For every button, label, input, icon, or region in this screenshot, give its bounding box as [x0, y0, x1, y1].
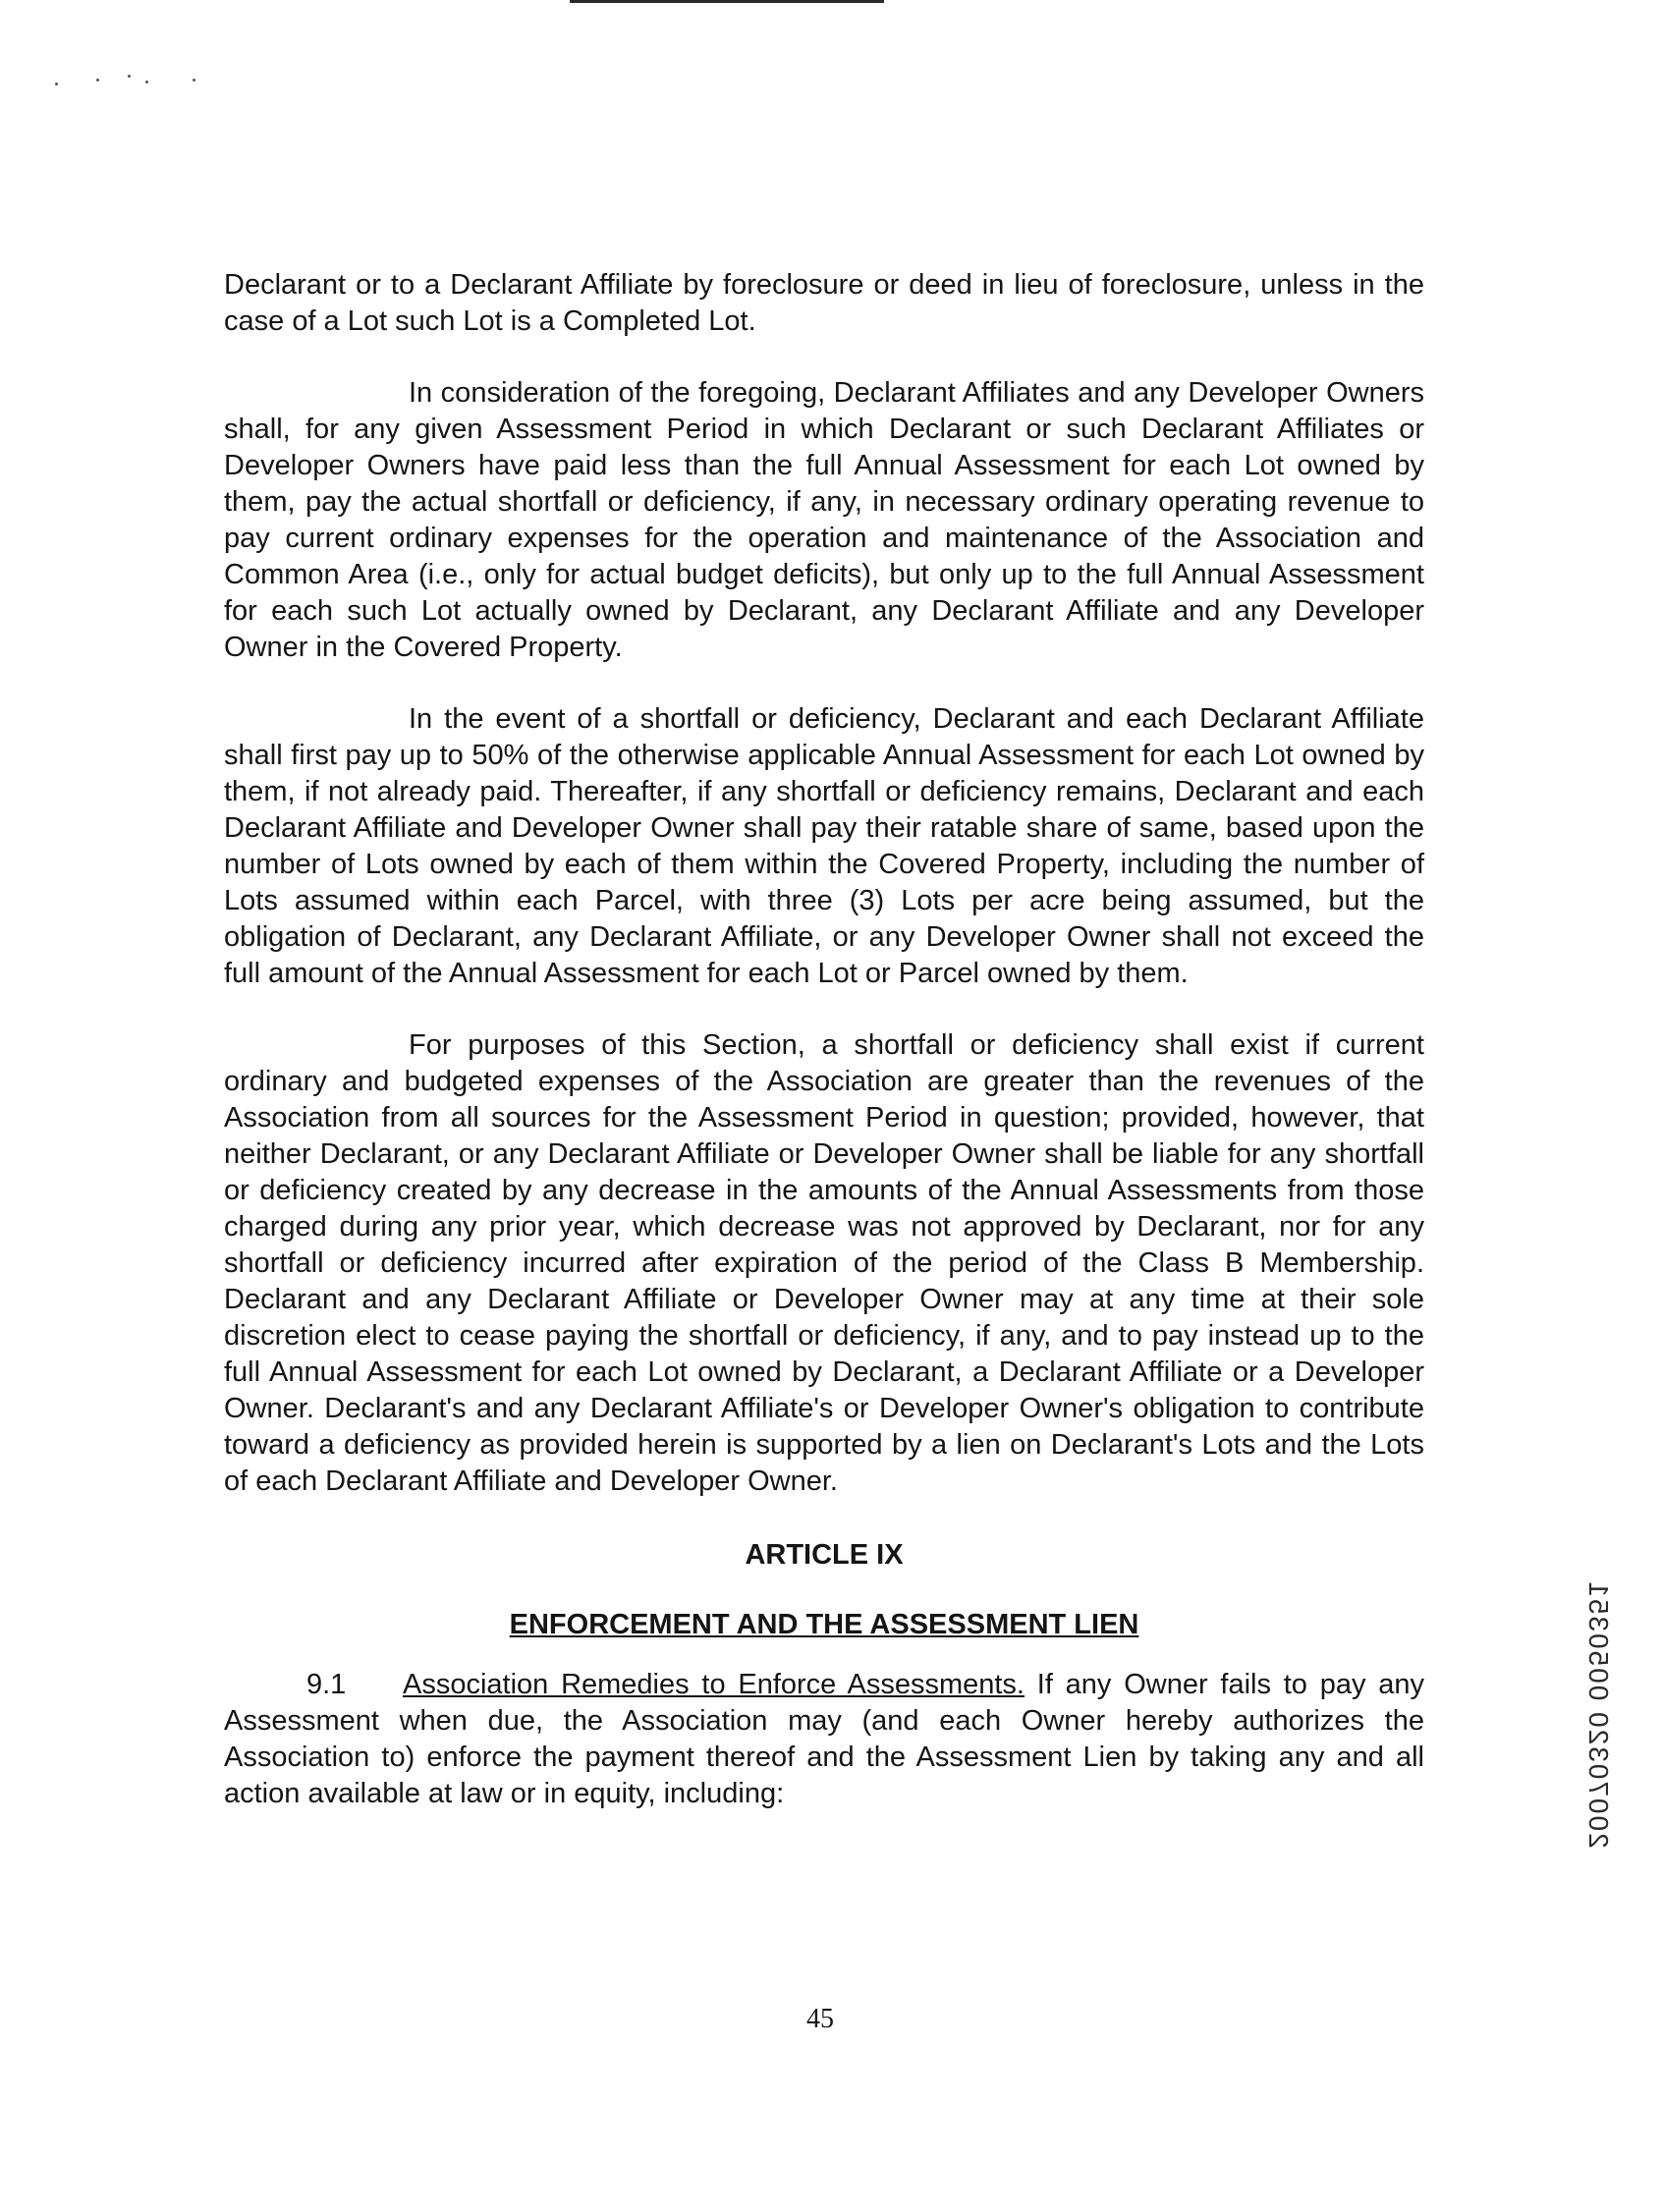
document-body: [224, 267, 1424, 1812]
scan-speck: [145, 81, 148, 83]
paragraph-shortfall-definition: For purposes of this Section, a shortfall or deficiency shall exist if current ordinary and budgeted expenses of the Association are greater than the revenues of the Association from all sources for the Assessment Period in question; provided, however, that neither Declarant, or any Declarant Affiliate or Developer Owner shall be liable for any shortfall or deficiency created by any decrease in the amounts of the Annual Assessments from those charged during any prior year, which decrease was not approved by Declarant, nor for any shortfall or deficiency incurred after expiration of the period of the Class B Membership. Declarant and any Declarant Affiliate or Developer Owner may at any time at their sole discretion elect to cease paying the shortfall or deficiency, if any, and to pay instead up to the full Annual Assessment for each Lot owned by Declarant, a Declarant Affiliate or a Developer Owner. Declarant's and any Declarant Affiliate's or Developer Owner's obligation to contribute toward a deficiency as provided herein is supported by a lien on Declarant's Lots and the Lots of each Declarant Affiliate and Developer Owner.: [224, 1029, 1424, 1497]
paragraph-continuation: Declarant or to a Declarant Affiliate by foreclosure or deed in lieu of foreclosure, unless in the case of a Lot such Lot is a Completed Lot.: [224, 269, 1424, 337]
page-number: 45: [806, 2004, 834, 2034]
section-9-1: [224, 1667, 1424, 1812]
section-title: Association Remedies to Enforce Assessments.: [403, 1669, 1025, 1700]
scan-speck: [55, 83, 58, 85]
section-number: 9.1: [306, 1669, 347, 1700]
recording-stamp-text: 20070320 0050351: [1583, 1579, 1614, 1849]
section-text: If any Owner fails to pay any Assessment when due, the Association may (and each Owner hereby authorizes the Association to) enforce the payment thereof and the Assessment Lien by taking any and all action available at law or in equity, including:: [224, 1669, 1424, 1809]
scan-speck: [193, 79, 195, 82]
recording-stamp: [1583, 1572, 1613, 1856]
scan-speck: [96, 79, 99, 82]
paragraph-shortfall-event: In the event of a shortfall or deficiency, Declarant and each Declarant Affiliate shall first pay up to 50% of the otherwise applicable Annual Assessment for each Lot owned by them, if not already paid. Thereafter, if any shortfall or deficiency remains, Declarant and each Declarant Affiliate and Developer Owner shall pay their ratable share of same, based upon the number of Lots owned by each of them within the Covered Property, including the number of Lots assumed within each Parcel, with three (3) Lots per acre being assumed, but the obligation of Declarant, any Declarant Affiliate, or any Developer Owner shall not exceed the full amount of the Annual Assessment for each Lot or Parcel owned by them.: [224, 703, 1424, 989]
top-scan-rule: [570, 0, 884, 3]
article-number: ARTICLE IX: [745, 1539, 904, 1571]
paragraph-consideration: In consideration of the foregoing, Declarant Affiliates and any Developer Owners shall, for any given Assessment Period in which Declarant or such Declarant Affiliates or Developer Owners have paid less than the full Annual Assessment for each Lot owned by them, pay the actual shortfall or deficiency, if any, in necessary ordinary operating revenue to pay current ordinary expenses for the operation and maintenance of the Association and Common Area (i.e., only for actual budget deficits), but only up to the full Annual Assessment for each such Lot actually owned by Declarant, any Declarant Affiliate and any Developer Owner in the Covered Property.: [224, 377, 1424, 663]
article-title: ENFORCEMENT AND THE ASSESSMENT LIEN: [509, 1609, 1139, 1640]
scan-speck: [128, 75, 131, 78]
